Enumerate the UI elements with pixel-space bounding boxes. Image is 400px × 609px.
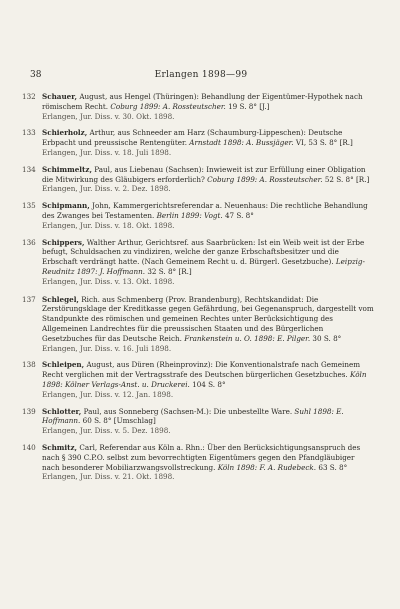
author-name: Schippers, bbox=[42, 237, 85, 247]
entry-item bbox=[22, 238, 374, 287]
entry-body bbox=[42, 443, 374, 482]
entry-text: Paul, aus Liebenau (Sachsen): Inwieweit ist zur Erfüllung einer Obligation die Mitwirkung des Gläubigers erforderlich? bbox=[42, 164, 366, 184]
publication: Köln 1898: Kölner Verlags-Anst. u. Druckerei. bbox=[42, 370, 367, 389]
author-name: Schimmeltz, bbox=[42, 164, 92, 174]
entry-text: August, aus Hengel (Thüringen): Behandlung der Eigentümer-Hypothek nach römischem Recht. bbox=[42, 92, 363, 111]
entry-body bbox=[42, 201, 374, 230]
format: 32 S. 8° [R.] bbox=[147, 266, 192, 276]
entry-number: 134 bbox=[22, 164, 36, 174]
entry-number: 132 bbox=[22, 92, 36, 101]
entry-text: Rich. aus Schmenberg (Prov. Brandenburg), Rechtskandidat: Die Zerstörungsklage der Kreditkasse gegen Gefährdung, bei Gegenanspruch, dargestellt vom Standpunkte des römischen und gemeinen Rechtes unter Berücksichtigung des Allgemeinen Landrechtes für die preussischen Staaten und des Bürgerlichen Gesetzbuches für das Deutsche Reich. bbox=[42, 294, 374, 343]
running-title: Erlangen 1898—99 bbox=[154, 70, 248, 80]
publication: Leipzig-Reudnitz 1897: J. Hoffmann. bbox=[42, 257, 365, 276]
author-name: Schleipen, bbox=[42, 360, 85, 370]
entry-body bbox=[42, 295, 374, 354]
author-name: Schlegel, bbox=[42, 294, 79, 304]
entry-item bbox=[22, 360, 374, 399]
entry-item bbox=[22, 443, 374, 482]
publication: Coburg 1899: A. Rossteutscher. bbox=[207, 174, 323, 184]
entry-body bbox=[42, 128, 374, 157]
entry-body bbox=[42, 92, 374, 121]
entry-number: 136 bbox=[22, 237, 36, 247]
publication: Frankenstein u. O. 1898: E. Pilger. bbox=[184, 333, 311, 343]
entry-item bbox=[22, 407, 374, 436]
dissertation-meta: Erlangen, Jur. Diss. v. 18. Okt. 1898. bbox=[42, 220, 175, 230]
publication: Köln 1898: F. A. Rudebeck. bbox=[217, 462, 317, 472]
entry-text: Walther Arthur, Gerichtsref. aus Saarbrücken: Ist ein Weib weit ist der Erbe befugt, Schuldsachen zu vindiziren, welche der ganze Erbschaftsbesitzer und die Erbschaft verdrängt hatte. (Nach Gemeinem Recht u. d. Bürgerl. Gesetzbuche). bbox=[42, 237, 365, 267]
dissertation-meta: Erlangen, Jur. Diss. v. 13. Okt. 1898. bbox=[42, 276, 175, 286]
author-name: Schierholz, bbox=[42, 128, 88, 138]
publication: Suhl 1898: E. Hoffmann. bbox=[42, 406, 344, 426]
dissertation-meta: Erlangen, Jur. Diss. v. 30. Okt. 1898. bbox=[42, 111, 175, 121]
page-number: 38 bbox=[30, 70, 42, 80]
entry-item bbox=[22, 128, 374, 157]
dissertation-meta: Erlangen, Jur. Diss. v. 21. Okt. 1898. bbox=[42, 472, 175, 482]
entry-body bbox=[42, 165, 374, 194]
entry-number: 140 bbox=[22, 442, 36, 452]
entry-body bbox=[42, 360, 374, 399]
entry-number: 139 bbox=[22, 406, 36, 416]
entry-body bbox=[42, 238, 374, 287]
entry-number: 138 bbox=[22, 360, 36, 370]
entry-item bbox=[22, 295, 374, 354]
entry-text: August, aus Düren (Rheinprovinz): Die Konventionalstrafe nach Gemeinem Recht verglichen mit der Vertragsstrafe des Deutschen bürgerlichen Gesetzbuches. bbox=[42, 360, 361, 380]
author-name: Schlotter, bbox=[42, 406, 82, 416]
author-name: Schmitz, bbox=[42, 442, 78, 452]
format: VI, 53 S. 8° [R.] bbox=[295, 138, 353, 148]
dissertation-meta: Erlangen, Jur. Diss. v. 2. Dez. 1898. bbox=[42, 184, 171, 194]
entry-item bbox=[22, 165, 374, 194]
entry-body bbox=[42, 407, 374, 436]
format: 19 S. 8° [J.] bbox=[228, 101, 270, 111]
format: 104 S. 8° bbox=[192, 379, 226, 389]
dissertation-meta: Erlangen, Jur. Diss. v. 12. Jan. 1898. bbox=[42, 389, 174, 399]
publication: Arnstadt 1898: A. Bussjäger. bbox=[189, 138, 294, 148]
publication: Coburg 1899: A. Rossteutscher. bbox=[110, 101, 226, 111]
format: 63 S. 8° bbox=[318, 462, 348, 472]
bibliography-entries bbox=[22, 92, 374, 489]
page-header bbox=[30, 70, 372, 84]
entry-text: Carl, Referendar aus Köln a. Rhn.: Über den Berücksichtigungsanspruch des nach § 390 C.P.O. selbst zum bevorrechtigten Eigentümers gegen den Pfandgläubiger nach besonderer Mobiliarzwangsvollstreckung. bbox=[42, 442, 361, 472]
format: 47 S. 8° bbox=[224, 210, 254, 220]
format: 60 S. 8° [Umschlag] bbox=[82, 416, 156, 426]
entry-text: Paul, aus Sonneberg (Sachsen-M.): Die unbestellte Ware. bbox=[83, 406, 293, 416]
entry-text: John, Kammergerichtsreferendar a. Neuenhaus: Die rechtliche Behandlung des Zwanges bei Testamenten. bbox=[42, 201, 368, 220]
dissertation-meta: Erlangen, Jur. Diss. v. 18. Juli 1898. bbox=[42, 147, 172, 157]
format: 30 S. 8° bbox=[312, 333, 342, 343]
dissertation-meta: Erlangen, Jur. Diss. v. 16. Juli 1898. bbox=[42, 343, 172, 353]
entry-number: 137 bbox=[22, 294, 36, 304]
entry-number: 135 bbox=[22, 201, 36, 211]
entry-number: 133 bbox=[22, 128, 36, 138]
entry-item bbox=[22, 201, 374, 230]
author-name: Schipmann, bbox=[42, 201, 90, 211]
entry-item bbox=[22, 92, 374, 121]
author-name: Schauer, bbox=[42, 92, 78, 101]
entry-text: Arthur, aus Schneeder am Harz (Schaumburg-Lippeschen): Deutsche Erbpacht und preussische Rentengüter. bbox=[42, 128, 343, 148]
publication: Berlin 1899: Vogt. bbox=[156, 210, 223, 220]
format: 52 S. 8° [R.] bbox=[324, 174, 370, 184]
dissertation-meta: Erlangen, Jur. Diss. v. 5. Dez. 1898. bbox=[42, 426, 171, 436]
